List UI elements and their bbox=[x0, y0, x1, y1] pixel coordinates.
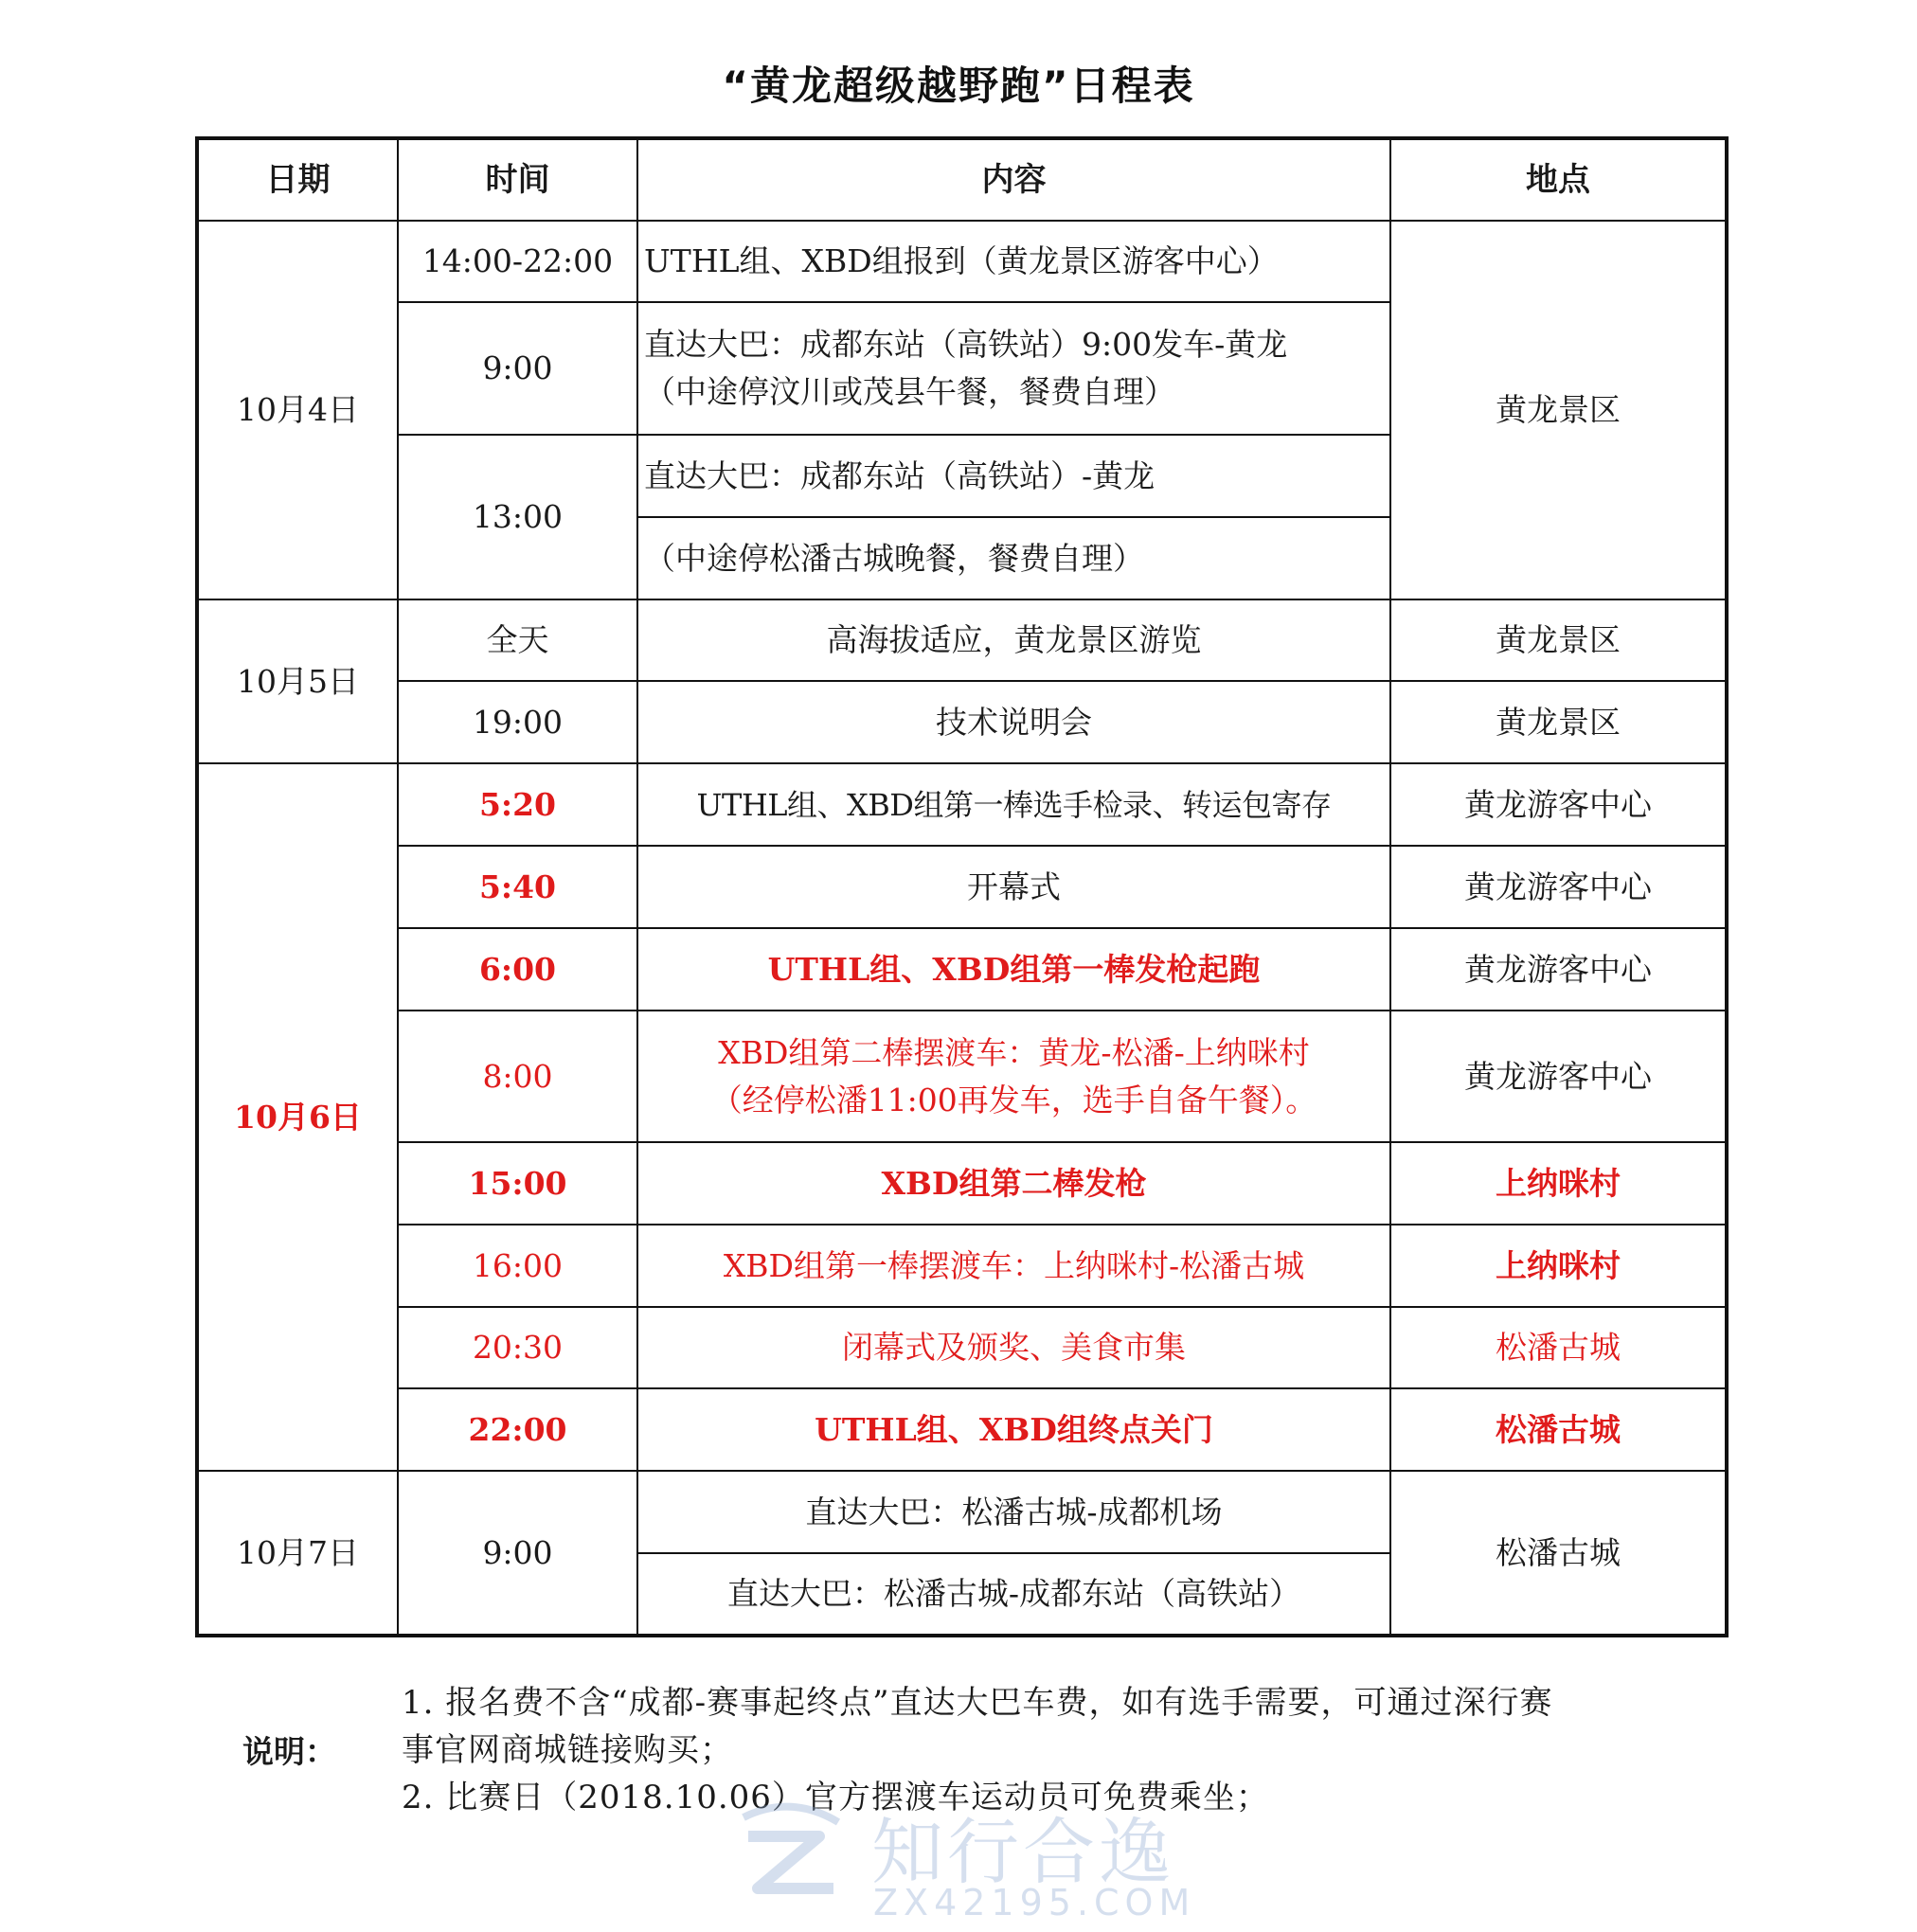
date-cell: 10月4日 bbox=[197, 221, 398, 599]
location-cell: 松潘古城 bbox=[1390, 1307, 1727, 1388]
time-cell: 20:30 bbox=[398, 1307, 637, 1388]
content-cell: UTHL组、XBD组第一棒选手检录、转运包寄存 bbox=[637, 763, 1390, 846]
content-cell: 闭幕式及颁奖、美食市集 bbox=[637, 1307, 1390, 1388]
time-cell: 6:00 bbox=[398, 928, 637, 1011]
time-cell: 5:20 bbox=[398, 763, 637, 846]
table-header-row bbox=[197, 138, 1727, 221]
watermark-url: ZX42195.COM bbox=[873, 1882, 1196, 1923]
table-row bbox=[197, 1225, 1727, 1307]
watermark-logo-icon bbox=[729, 1798, 852, 1912]
table-row bbox=[197, 221, 1727, 302]
table-row bbox=[197, 1307, 1727, 1388]
content-line: XBD组第二棒摆渡车：黄龙-松潘-上纳咪村 bbox=[718, 1033, 1310, 1071]
note-line: 1. 报名费不含“成都-赛事起终点”直达大巴车费，如有选手需要，可通过深行赛 bbox=[402, 1684, 1553, 1722]
content-cell: UTHL组、XBD组报到（黄龙景区游客中心） bbox=[637, 221, 1390, 302]
content-cell: 直达大巴：成都东站（高铁站）-黄龙 bbox=[637, 435, 1390, 517]
content-cell: UTHL组、XBD组第一棒发枪起跑 bbox=[637, 928, 1390, 1011]
page-title: “黄龙超级越野跑”日程表 bbox=[722, 63, 1195, 109]
location-cell: 黄龙游客中心 bbox=[1390, 928, 1727, 1011]
content-cell: 高海拔适应，黄龙景区游览 bbox=[637, 599, 1390, 681]
table-row bbox=[197, 1142, 1727, 1225]
header-time: 时间 bbox=[398, 138, 637, 221]
time-cell: 全天 bbox=[398, 599, 637, 681]
date-cell: 10月5日 bbox=[197, 599, 398, 763]
location-cell: 黄龙游客中心 bbox=[1390, 763, 1727, 846]
time-cell: 19:00 bbox=[398, 681, 637, 763]
note-line: 2. 比赛日（2018.10.06）官方摆渡车运动员可免费乘坐； bbox=[402, 1779, 1269, 1816]
time-cell: 8:00 bbox=[398, 1011, 637, 1142]
time-cell: 9:00 bbox=[398, 1471, 637, 1636]
content-cell bbox=[637, 302, 1390, 435]
location-cell: 黄龙景区 bbox=[1390, 221, 1727, 599]
content-cell: XBD组第一棒摆渡车：上纳咪村-松潘古城 bbox=[637, 1225, 1390, 1307]
table-row bbox=[197, 763, 1727, 846]
header-location: 地点 bbox=[1390, 138, 1727, 221]
time-cell: 14:00-22:00 bbox=[398, 221, 637, 302]
content-line: （经停松潘11:00再发车，选手自备午餐）。 bbox=[710, 1081, 1317, 1118]
time-cell: 15:00 bbox=[398, 1142, 637, 1225]
schedule-table bbox=[195, 136, 1729, 1637]
time-cell: 5:40 bbox=[398, 846, 637, 928]
table-row bbox=[197, 681, 1727, 763]
content-cell: 直达大巴：松潘古城-成都机场 bbox=[637, 1471, 1390, 1553]
header-content: 内容 bbox=[637, 138, 1390, 221]
location-cell: 黄龙景区 bbox=[1390, 599, 1727, 681]
time-cell: 16:00 bbox=[398, 1225, 637, 1307]
date-cell: 10月6日 bbox=[197, 763, 398, 1471]
watermark-name: 知行合逸 bbox=[871, 1810, 1174, 1894]
content-cell: 直达大巴：松潘古城-成都东站（高铁站） bbox=[637, 1553, 1390, 1636]
location-cell: 松潘古城 bbox=[1390, 1471, 1727, 1636]
time-cell: 22:00 bbox=[398, 1388, 637, 1471]
date-cell: 10月7日 bbox=[197, 1471, 398, 1636]
location-cell: 松潘古城 bbox=[1390, 1388, 1727, 1471]
note-line: 事官网商城链接购买； bbox=[402, 1731, 733, 1769]
header-date: 日期 bbox=[197, 138, 398, 221]
content-cell: 开幕式 bbox=[637, 846, 1390, 928]
table-row bbox=[197, 846, 1727, 928]
location-cell: 黄龙景区 bbox=[1390, 681, 1727, 763]
notes-label: 说明： bbox=[242, 1733, 336, 1770]
location-cell: 黄龙游客中心 bbox=[1390, 1011, 1727, 1142]
time-cell: 13:00 bbox=[398, 435, 637, 599]
content-line: （中途停汶川或茂县午餐，餐费自理） bbox=[644, 373, 1175, 410]
content-cell: （中途停松潘古城晚餐，餐费自理） bbox=[637, 517, 1390, 599]
content-cell bbox=[637, 1011, 1390, 1142]
table-row bbox=[197, 928, 1727, 1011]
table-row bbox=[197, 1388, 1727, 1471]
location-cell: 黄龙游客中心 bbox=[1390, 846, 1727, 928]
time-cell: 9:00 bbox=[398, 302, 637, 435]
watermark bbox=[729, 1795, 1222, 1927]
content-cell: UTHL组、XBD组终点关门 bbox=[637, 1388, 1390, 1471]
table-row bbox=[197, 1471, 1727, 1553]
table-row bbox=[197, 1011, 1727, 1142]
content-line: 直达大巴：成都东站（高铁站）9:00发车-黄龙 bbox=[644, 326, 1288, 363]
content-cell: XBD组第二棒发枪 bbox=[637, 1142, 1390, 1225]
table-row bbox=[197, 599, 1727, 681]
content-cell: 技术说明会 bbox=[637, 681, 1390, 763]
location-cell: 上纳咪村 bbox=[1390, 1225, 1727, 1307]
location-cell: 上纳咪村 bbox=[1390, 1142, 1727, 1225]
